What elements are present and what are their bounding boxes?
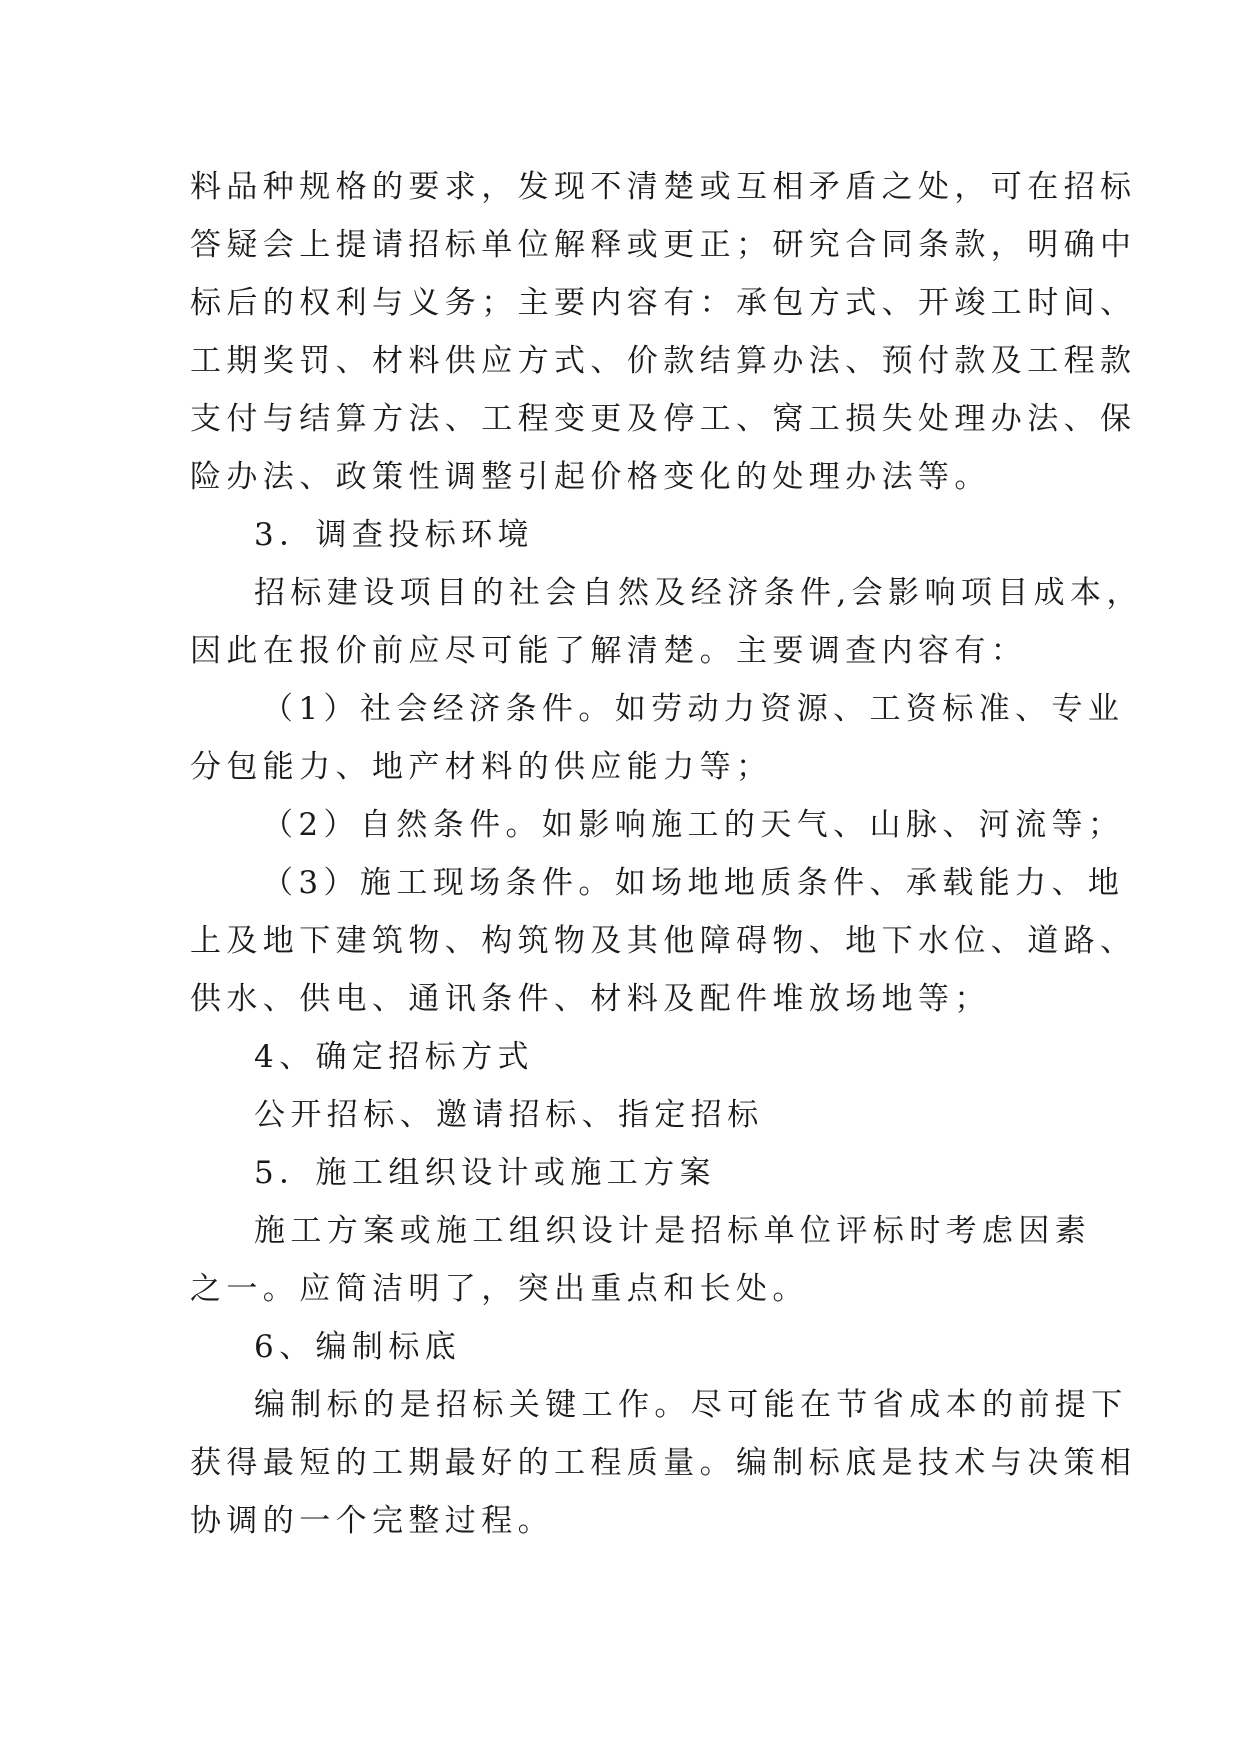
paragraph-line: 之一。应简洁明了，突出重点和长处。	[190, 1271, 809, 1307]
paragraph-line: 工期奖罚、材料供应方式、价款结算办法、预付款及工程款	[190, 343, 1137, 379]
paragraph-line: 协调的一个完整过程。	[190, 1503, 554, 1539]
paragraph-line: 支付与结算方法、工程变更及停工、窝工损失处理办法、保	[190, 401, 1137, 437]
paragraph-line: 施工方案或施工组织设计是招标单位评标时考虑因素	[254, 1213, 1092, 1249]
section-heading: 3．调查投标环境	[254, 517, 534, 553]
document-body	[190, 158, 1143, 1550]
list-item: （2）自然条件。如影响施工的天气、山脉、河流等；	[262, 807, 1125, 843]
list-item: （1）社会经济条件。如劳动力资源、工资标准、专业	[262, 691, 1125, 727]
paragraph-line: 答疑会上提请招标单位解释或更正；研究合同条款，明确中	[190, 227, 1137, 263]
paragraph-line: 因此在报价前应尽可能了解清楚。主要调查内容有：	[190, 633, 1028, 669]
paragraph-line: 上及地下建筑物、构筑物及其他障碍物、地下水位、道路、	[190, 923, 1137, 959]
paragraph-line: 料品种规格的要求，发现不清楚或互相矛盾之处，可在招标	[190, 169, 1137, 205]
list-item: （3）施工现场条件。如场地地质条件、承载能力、地	[262, 865, 1125, 901]
section-heading: 5．施工组织设计或施工方案	[254, 1155, 716, 1191]
paragraph-line: 编制标的是招标关键工作。尽可能在节省成本的前提下	[254, 1387, 1128, 1423]
section-heading: 4、确定招标方式	[254, 1039, 534, 1075]
paragraph-line: 招标建设项目的社会自然及经济条件,会影响项目成本，	[254, 575, 1143, 611]
paragraph-line: 分包能力、地产材料的供应能力等；	[190, 749, 773, 785]
section-heading: 6、编制标底	[254, 1329, 462, 1365]
paragraph-line: 获得最短的工期最好的工程质量。编制标底是技术与决策相	[190, 1445, 1137, 1481]
paragraph-line: 公开招标、邀请招标、指定招标	[254, 1097, 764, 1133]
paragraph-line: 供水、供电、通讯条件、材料及配件堆放场地等；	[190, 981, 991, 1017]
paragraph-line: 险办法、政策性调整引起价格变化的处理办法等。	[190, 459, 991, 495]
paragraph-line: 标后的权利与义务；主要内容有：承包方式、开竣工时间、	[190, 285, 1137, 321]
